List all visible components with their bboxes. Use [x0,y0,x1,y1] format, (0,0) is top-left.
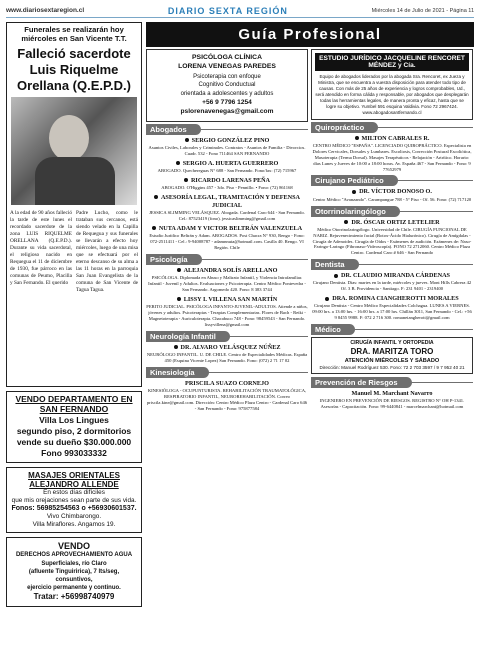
ad-masajes-name: ALEJANDRO ALLENDE [29,479,119,489]
obituary-col-1: A la edad de 90 años falleció la tarde de este lunes el recordado sacerdote de la zona LUIS RIQUELME ORELLANA (Q.E.P.D.). Durante su vida sacerdotal, el religioso nacido en Requegua el 11 de diciembre de 1930, fue párroco en las comunas de Peumo, Placilla y San Fernando. El querido [10,210,72,287]
ad-masajes-line2: que mis orejaciones sean parte de sus vida. [11,496,137,504]
entry-details: KINESIÓLOGA - OCUPUNTURISTA. REHABILITACIÓN TRAUMATOLÓGICA, RESPIRATORIO INFANTIL, NEUROREHABILITACIÓN. Correo priscila.kine@gmail.com. Dirección: Centro Médico Plaza Centro - Cardenal Caro 646 - San Fernando - Fono: 975877584 [146,387,308,411]
psicologa-name: LORENA VENEGAS PAREDES [178,63,276,70]
entry-details: INGENIERO EN PREVENCIÓN DE RIESGOS. REGISTRO N° OH P-1341. Asesorías - Capacitación. Fono: 99-6440841 - marcelmarchant@hotmail.com [319,397,465,409]
priest-photo [11,97,137,205]
neurologo-entry [146,344,308,364]
guide-col-right [311,49,473,415]
guia-profesional [146,22,474,415]
medico-specialty: CIRUGÍA INFANTIL Y ORTOPEDIA [350,340,434,347]
bullet-icon [176,161,180,165]
entry-name: RICARDO LARENAS PEÑA [190,176,271,184]
bullet-icon [177,268,181,272]
bullet-icon [184,178,188,182]
medico-name: DRA. MARITZA TORO [350,347,434,357]
category-kinesiologia [146,367,308,378]
entry-name: SERGIO GONZÁLEZ PINO [191,136,270,144]
category-label: Quiropráctico [311,122,378,133]
category-psicologia [146,254,308,265]
ad-agua-line4: consuntivos, [55,576,93,583]
prevencion-entry [311,390,473,410]
entry-name: ALEJANDRA SOLÍS ARELLANO [183,266,278,274]
obituary-col-2: Padre Lucho, como le trataban sus cercanos, está siendo velado en la Capilla de Requegua y sus funerales se llevarán a efecto hoy miércoles, luego de una misa que se efectuará por el eterno descanso de su alma a las 11 horas en la parroquia San Juan Evangelista de la comuna de San Vicente de Tagua Tagua. [76,210,138,294]
entry-details: ABOGADO. O'Higgins 457 - 3do. Piso - Pennillo. • Fono: (72) 861168 [161,184,293,190]
abogado-entry [146,137,308,157]
category-label: Neurología Infantil [146,331,230,342]
bullet-icon [174,345,178,349]
estudio-juridico-ad [311,49,473,120]
entry-details: Asuntos Civiles, Laborales y Criminales. Contratos - Asuntos de Familia - Divorcios. Cuadr. 532 - Fono 711464 SAN FERNANDO [148,144,306,156]
abogado-entry [146,160,308,174]
entry-details: Estudio Jurídico Beltrán y Adam. ABOGADOS. Post Chacra N° 930, Rengo - Fono: 072-2511411 - Cel.: 9-94008787 - adamnnuta@hotmail.com. Casilla 40. Rengo. VI Región. Chile [149,232,305,250]
obituary-article [6,22,142,387]
category-prevencion [311,377,473,388]
bullet-icon [177,297,181,301]
entry-name: DR. ALVARO VELÁSQUEZ NÚÑEZ [180,343,281,351]
psicologa-email[interactable]: pslorenavenegas@gmail.com [180,108,274,116]
ad-masajes-line4: Villa Miraflores. Angamos 19. [32,521,116,529]
category-neurologia [146,331,308,342]
ad-masajes [6,467,142,534]
obituary-title: Falleció sacerdote Luis Riquelme Orellana (Q.E.P.D.) [17,46,131,93]
ad-masajes-line3: Vivo Chimbarongo. [46,513,102,521]
ad-departamento-title: VENDO DEPARTAMENTO EN SAN FERNANDO [10,395,138,415]
bullet-icon [344,220,348,224]
category-label: Dentista [311,259,359,270]
category-dentista [311,259,473,270]
psicologo-entry [146,296,308,328]
entry-name: Manuel M. Marchant Navarro [351,389,433,397]
page-date: Miércoles 14 de Julio de 2021 - Página 11 [371,7,474,14]
bullet-icon [325,297,329,301]
estudio-title: ESTUDIO JURÍDICO JACQUELINE RENCORET MÉNDEZ y Cía. [315,53,469,71]
medico-schedule: ATENCIÓN MIÉRCOLES Y SÁBADO [344,357,440,364]
ad-departamento-line4: Fono 993033332 [41,447,107,458]
kinesiologa-entry [146,380,308,412]
category-label: Abogados [146,124,201,135]
left-column [6,22,142,611]
entry-name: ASESORÍA LEGAL, TRAMITACIÓN Y DEFENSA JUDICIAL [160,193,301,209]
abogado-entry [146,225,308,251]
entry-name: SERGIO A. HUERTA GUERRERO [182,159,279,167]
dentista-entry [311,295,473,321]
cirujano-entry [311,188,473,202]
ad-agua-line5: ejercicio permanente y continuo. [27,584,121,591]
medico-address: Dirección: Manuel Rodríguez 530. Fono: 72 2 703 3597 / 9 7 952 40 21 [319,364,465,370]
category-label: Kinesiología [146,367,209,378]
entry-name: DR. VÍCTOR DONOSO O. [359,188,432,196]
category-medico [311,324,473,335]
site-url[interactable]: www.diariosextaregion.cl [6,7,85,14]
ad-agua-title: VENDO [57,541,90,552]
guide-col-left [146,49,308,415]
dentista-entry [311,272,473,292]
ad-departamento-line3: vende su dueño $30.000.000 [16,436,132,447]
entry-name: NUTA ADAM Y VICTOR BELTRÁN VALENZUELA [158,224,303,232]
page-header [6,4,474,18]
entry-details: CENTRO MÉDICO "ESPAÑA". LICENCIADO QUIROPRÁCTICO. Especialista en Dolores Cervicales, Dorsales y Lumbares. Escoliosis, Corrección Postural Escoliótica, Masoterapia (Terma Dorsal). Masajes Terapéuticos - Relajación - Artrítico. Horario: días Lunes y Jueves de 10:00 a 18:00 horas. Av. España 467 - San Fernando - Fono: 9 77652979 [312,142,472,172]
otorrino-entry [311,219,473,257]
obituary-headline: Funerales se realizarán hoy miércoles en San Vicente T.T. [21,25,127,43]
psicologa-line2: Cognitivo Conductual [198,82,256,89]
entry-name: DRA. ROMINA CIANGHEROTTI MORALES [332,295,459,303]
entry-details: ABOGADO. Quechereguas N° 688 - San Fernando. Fono/fax: (72) 715967 [157,167,297,173]
bullet-icon [352,190,356,194]
bullet-icon [334,274,338,278]
entry-name: DR. ÓSCAR ORTIZ LETELIER [351,218,440,226]
entry-name: DR. CLAUDIO MIRANDA CÁRDENAS [341,272,450,280]
entry-name: LISSY I. VILLENA SAN MARTÍN [183,295,278,303]
guide-title: Guía Profesional [146,22,474,47]
ad-masajes-line1: En estos días difíciles [43,488,105,496]
psicologo-entry [146,267,308,293]
entry-details: Cirujano Dentista - Centro Médico Especialidades Colchagua. LUNES A VIERNES. 09:00 hrs. a 13:00 hrs. - 16:00 hrs. a 17:00 hrs. Chillán 3011, San Fernando - Cel.: +56 9 8455 9988. F: 072 2 716 300. romaneiangherott@gmail.com [312,303,472,321]
category-abogados [146,124,308,135]
category-label: Cirujano Pediátrico [311,175,398,186]
psicologa-line1: Psicoterapia con enfoque [193,74,261,80]
entry-details: Cirujano Dentista. Dias: martes en la tarde, miércoles y jueves. Mont Hills Cabrera 42 Of. 3 B. Providencia - Santiago. F: 231 9401 - 2319400 [312,280,472,292]
entry-name: PRISCILA SUAZO CORNEJO [185,379,269,387]
entry-details: Centro Médico "Avanzando". Carampangue 788 - 5° Piso - Of. 56. Fono: (72) 717120 [312,196,472,202]
bullet-icon [154,195,158,199]
medico-entry [311,337,473,373]
category-label: Prevención de Riesgos [311,377,412,388]
ad-derechos-agua [6,537,142,606]
ad-departamento-line2: segundo piso, 2 dormitorios [16,425,132,436]
category-otorrino [311,206,473,217]
estudio-body: Equipo de abogados liderados por la abogada Sra. Rencoret, ex Jueza y Ministra, que se encuentra a vuestra disposición para atender todo tipo de causas. Con más de 25 años de experiencia y logros comprobables, Ud., será atendido en forma cálida y responsable, por abogados que desplegarán todas las herramientas legales, de manera pronta y eficaz, hasta que se logre su objetivo. Yumbel 591 esquina Valdivia. Fono 72 2967424. www.abogadosantfernando.cl [315,74,469,115]
psicologa-type: PSICÓLOGA CLÍNICA [192,54,262,61]
entry-details: Médico Otorrinolaringólogo. Universidad de Chile. CIRUGÍA FUNCIONAL DE NARIZ. Rejuvenecimiento facial (Botox-Ácido Hialurónico). Cirugía de Amígdalas - Cirugía de Adenoides. Cirugía de Oídos - Exámenes de audición. Exámenes de: Naso-Faringo-Laringo (Fibronaso-Videoscopía). FONO 72 2712060. Centro Médico Plaza Centro. Cardenal Caro # 646 - San Fernando [312,226,472,256]
entry-details: JESSICA SLIMMING VELÁSQUEZ. Abogada. Cardenal Caro 644 - San Fernando. Cel.: 87523419 (fono). jessicaslimming@gmail.com [149,209,305,221]
ad-departamento-line1: Villa Los Lingues [39,414,109,425]
entry-details: PSICÓLOGA. Diplomada en Abuso y Maltrato Infantil, y Violencia Intrafamiliar. Infantil - Juvenil y Adultos. Evaluaciones y Psicoterapia. Centro Médico Pontevedra - San Fernando. Argomedo 420. Fono: 8 383 3744 [148,274,306,292]
category-quiropractico [311,122,473,133]
category-label: Psicología [146,254,202,265]
newspaper-title: DIARIO SEXTA REGIÓN [167,5,288,16]
psicologa-line3: orientada a adolescentes y adultos [180,90,274,97]
bullet-icon [355,136,359,140]
psicologa-phone: +56 9 7796 1254 [202,99,252,107]
ad-departamento [6,391,142,463]
ad-agua-line2: Superficiales, río Claro [41,560,107,567]
abogado-entry [146,194,308,222]
entry-details: NEURÓLOGO INFANTIL. U. DE CHILE. Centro de Especialidades Médicas. España 450 (Esquina Vicente Lopez) San Fernando. Fono: (072) 2 71 17 02 [146,351,308,363]
quiropractico-entry [311,135,473,173]
bullet-icon [185,138,189,142]
obituary-body [10,210,138,294]
ad-masajes-phone: Fonos: 56985254563 o +56930601537. [11,504,137,512]
abogado-entry [146,177,308,191]
ad-masajes-title: MASAJES ORIENTALES [28,470,120,480]
ad-agua-line3: (afluente Tinguiririca), 7 lts/seg, [28,568,120,575]
category-cirujano [311,175,473,186]
entry-name: MILTON CABRALES R. [361,134,430,142]
category-label: Otorrinolaringólogo [311,206,400,217]
entry-details: PERITO JUDICIAL. PSICÓLOGA INFANTO-JUVENIL-ADULTOS. Atiende a niños, jóvenes y adultos. Psicoterapias - Terapias Complementarias. Flores de Bach - Reiki - Magnetoterapia - Auriculoterapia. Chacabuco 748 - Fono: 98459543 - San Fernando. lissyvillena@gmail.com [146,303,308,327]
ad-agua-line1: DERECHOS APROVECHAMIENTO AGUA [15,552,133,559]
category-label: Médico [311,324,355,335]
ad-agua-phone: Tratar: +56998740979 [33,591,115,601]
bullet-icon [152,226,156,230]
psicologa-ad [146,49,308,122]
